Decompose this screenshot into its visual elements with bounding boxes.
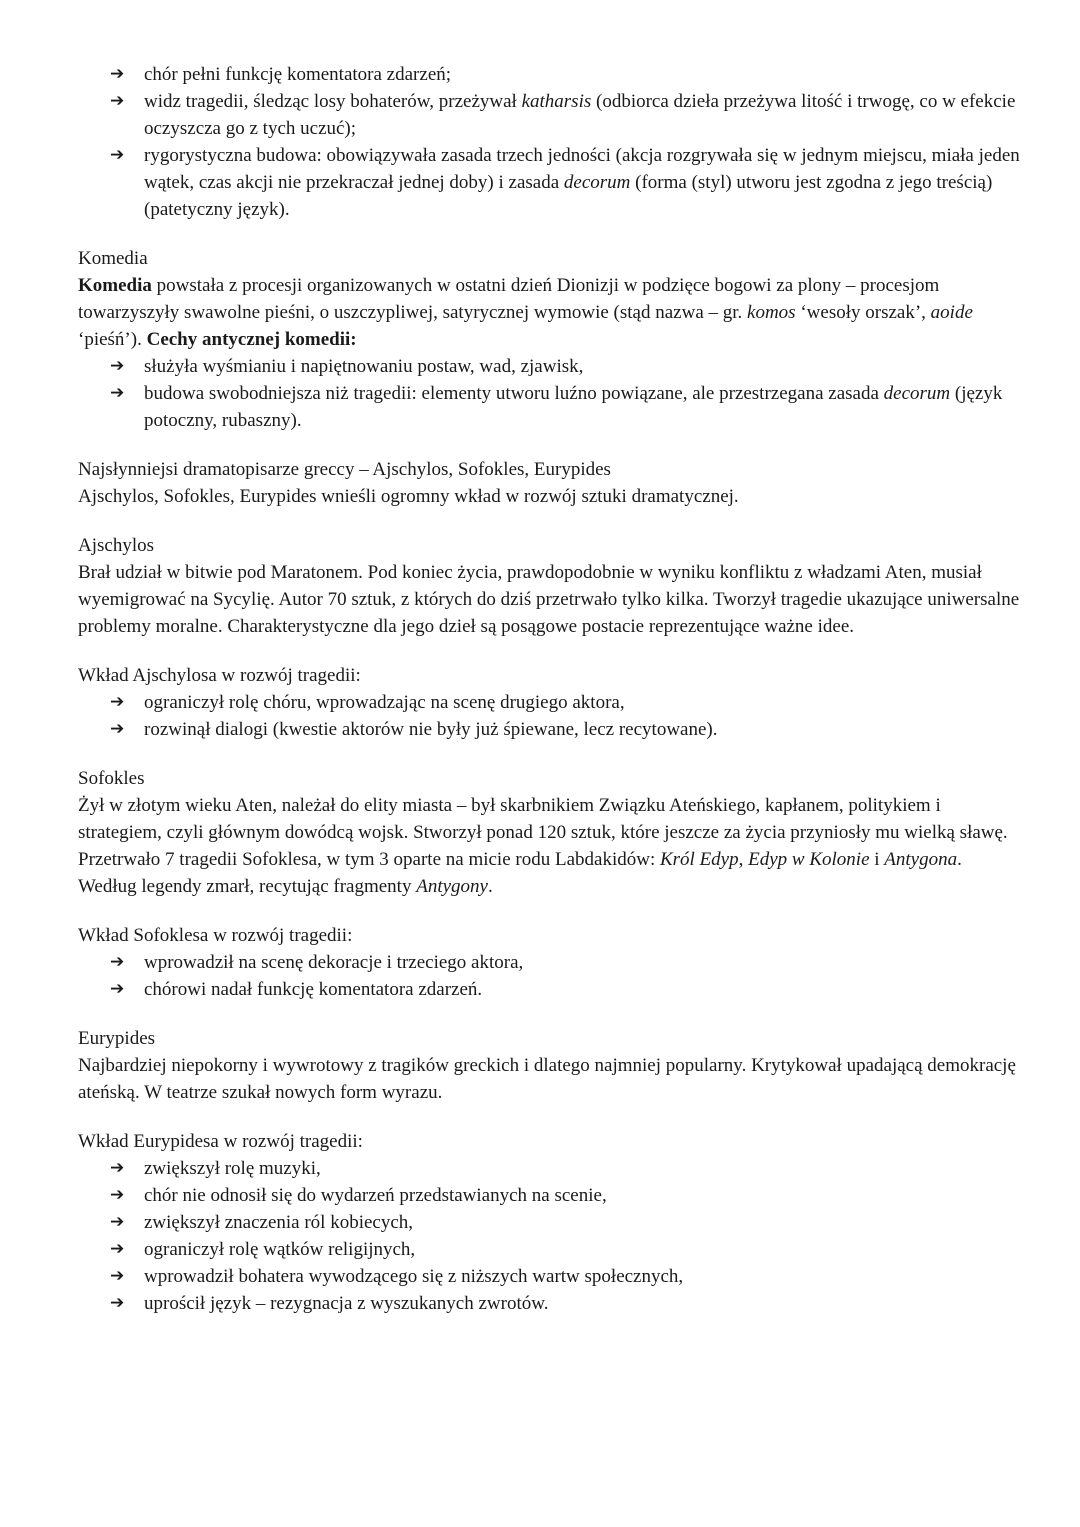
ajschylos-contribution-list bbox=[78, 689, 1023, 743]
list-item: ➔ zwiększył rolę muzyki, bbox=[144, 1155, 1023, 1182]
list-item: ➔ ograniczył rolę wątków religijnych, bbox=[144, 1236, 1023, 1263]
ajschylos-heading: Ajschylos bbox=[78, 535, 154, 556]
list-item: ➔ rozwinął dialogi (kwestie aktorów nie były już śpiewane, lecz recytowane). bbox=[144, 716, 1023, 743]
document-page bbox=[78, 61, 1023, 1317]
sofokles-heading: Sofokles bbox=[78, 768, 145, 789]
eurypides-paragraph: Najbardziej niepokorny i wywrotowy z tragików greckich i dlatego najmniej popularny. Krytykował upadającą demokrację ateńską. W teatrze szukał nowych form wyrazu. bbox=[78, 1055, 1016, 1103]
list-item: ➔ rygorystyczna budowa: obowiązywała zasada trzech jedności (akcja rozgrywała się w jednym miejscu, miała jeden wątek, czas akcji nie przekraczał jednej doby) i zasada decorum (forma (styl) utworu jest zgodna z jego treścią) (patetyczny język). bbox=[144, 142, 1023, 223]
list-item: ➔ uprościł język – rezygnacja z wyszukanych zwrotów. bbox=[144, 1290, 1023, 1317]
dramatists-text: Ajschylos, Sofokles, Eurypides wnieśli ogromny wkład w rozwój sztuki dramatycznej. bbox=[78, 486, 739, 507]
list-item: ➔ zwiększył znaczenia ról kobiecych, bbox=[144, 1209, 1023, 1236]
list-item: ➔ budowa swobodniejsza niż tragedii: elementy utworu luźno powiązane, ale przestrzegana zasada decorum (język potoczny, rubaszny). bbox=[144, 380, 1023, 434]
komedia-features-list bbox=[78, 353, 1023, 434]
list-item: ➔ chór pełni funkcję komentatora zdarzeń; bbox=[144, 61, 1023, 88]
tragedy-features-list bbox=[78, 61, 1023, 223]
sofokles-contribution-heading: Wkład Sofoklesa w rozwój tragedii: bbox=[78, 925, 353, 946]
list-item: ➔ ograniczył rolę chóru, wprowadzając na scenę drugiego aktora, bbox=[144, 689, 1023, 716]
list-item: ➔ chórowi nadał funkcję komentatora zdarzeń. bbox=[144, 976, 1023, 1003]
list-item: ➔ widz tragedii, śledząc losy bohaterów, przeżywał katharsis (odbiorca dzieła przeżywa litość i trwogę, co w efekcie oczyszcza go z tych uczuć); bbox=[144, 88, 1023, 142]
ajschylos-contribution-heading: Wkład Ajschylosa w rozwój tragedii: bbox=[78, 665, 361, 686]
sofokles-contribution-list bbox=[78, 949, 1023, 1003]
komedia-paragraph: Komedia powstała z procesji organizowanych w ostatni dzień Dionizji w podzięce bogowi za plony – procesjom towarzyszyły swawolne pieśni, o uszczypliwej, satyrycznej wymowie (stąd nazwa – gr. komos ‘wesoły orszak’, aoide ‘pieśń’). Cechy antycznej komedii: bbox=[78, 275, 973, 350]
ajschylos-paragraph: Brał udział w bitwie pod Maratonem. Pod koniec życia, prawdopodobnie w wyniku konfliktu z władzami Aten, musiał wyemigrować na Sycylię. Autor 70 sztuk, z których do dziś przetrwało tylko kilka. Tworzył tragedie ukazujące uniwersalne problemy moralne. Charakterystyczne dla jego dzieł są posągowe postacie reprezentujące ważne idee. bbox=[78, 562, 1020, 637]
komedia-heading: Komedia bbox=[78, 248, 148, 269]
eurypides-contribution-heading: Wkład Eurypidesa w rozwój tragedii: bbox=[78, 1131, 363, 1152]
list-item: ➔ wprowadził na scenę dekoracje i trzeciego aktora, bbox=[144, 949, 1023, 976]
sofokles-paragraph: Żył w złotym wieku Aten, należał do elity miasta – był skarbnikiem Związku Ateńskiego, kapłanem, politykiem i strategiem, czyli głównym dowódcą wojsk. Stworzył ponad 120 sztuk, które jeszcze za życia przyniosły mu wielką sławę. Przetrwało 7 tragedii Sofoklesa, w tym 3 oparte na micie rodu Labdakidów: Król Edyp, Edyp w Kolonie i Antygona. Według legendy zmarł, recytując fragmenty Antygony. bbox=[78, 795, 1008, 897]
list-item: ➔ chór nie odnosił się do wydarzeń przedstawianych na scenie, bbox=[144, 1182, 1023, 1209]
dramatists-heading: Najsłynniejsi dramatopisarze greccy – Ajschylos, Sofokles, Eurypides bbox=[78, 459, 611, 480]
eurypides-heading: Eurypides bbox=[78, 1028, 156, 1049]
list-item: ➔ wprowadził bohatera wywodzącego się z niższych wartw społecznych, bbox=[144, 1263, 1023, 1290]
eurypides-contribution-list bbox=[78, 1155, 1023, 1317]
list-item: ➔ służyła wyśmianiu i napiętnowaniu postaw, wad, zjawisk, bbox=[144, 353, 1023, 380]
